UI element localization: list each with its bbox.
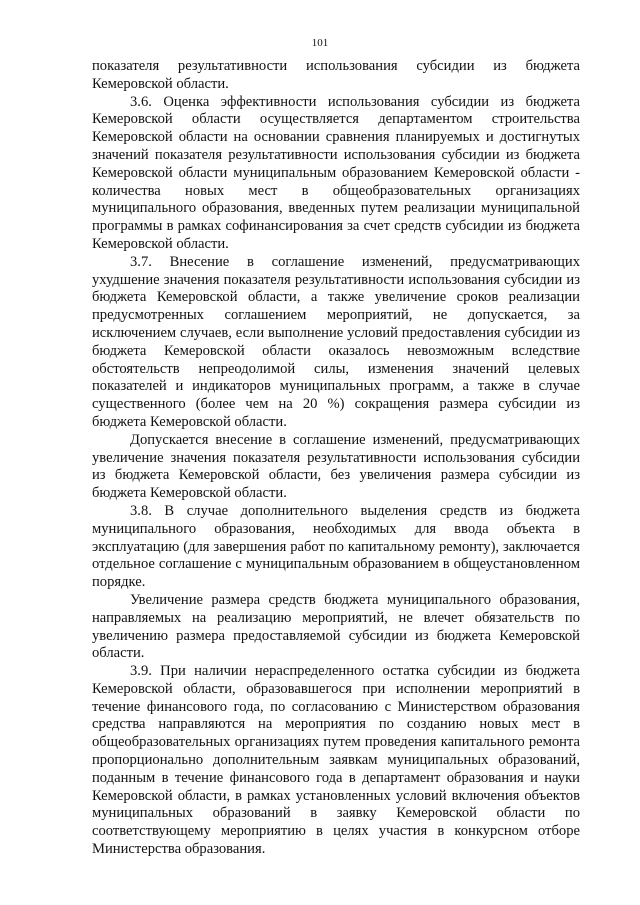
paragraph-3-9: 3.9. При наличии нераспределенного остатка субсидии из бюджета Кемеровской области, образовавшегося при исполнении мероприятий в течение финансового года, по согласованию с Министерством образования средства направляются на мероприятия по созданию новых мест в общеобразовательных организациях путем проведения капитального ремонта пропорционально дополнительным заявкам муниципальных образований, поданным в течение финансового года в департамент образования и науки Кемеровской области, в рамках установленных условий включения объектов муниципальных образований в заявку Кемеровской области по соответствующему мероприятию в целях участия в конкурсном отборе Министерства образования. <box>92 663 580 858</box>
paragraph-3-6: 3.6. Оценка эффективности использования субсидии из бюджета Кемеровской области осуществляется департаментом строительства Кемеровской области на основании сравнения планируемых и достигнутых значений показателя результативности использования субсидии из бюджета Кемеровской области муниципальным образованием Кемеровской области - количества новых мест в общеобразовательных организациях муниципального образования, введенных путем реализации муниципальной программы в рамках софинансирования за счет средств субсидии из бюджета Кемеровской области. <box>92 93 580 252</box>
paragraph-3-7-addendum: Допускается внесение в соглашение изменений, предусматривающих увеличение значения показателя результативности использования субсидии из бюджета Кемеровской области, без увеличения размера субсидии из бюджета Кемеровской области. <box>92 431 580 502</box>
document-body <box>92 58 580 859</box>
paragraph-3-7: 3.7. Внесение в соглашение изменений, предусматривающих ухудшение значения показателя результативности использования субсидии из бюджета Кемеровской области, а также увеличение сроков реализации предусмотренных соглашением мероприятий, не допускается, за исключением случаев, если выполнение условий предоставления субсидии из бюджета Кемеровской области оказалось невозможным вследствие обстоятельств непреодолимой силы, изменения значений целевых показателей и индикаторов муниципальных программ, а также в случае существенного (более чем на 20 %) сокращения размера субсидии из бюджета Кемеровской области. <box>92 253 580 430</box>
paragraph-3-8: 3.8. В случае дополнительного выделения средств из бюджета муниципального образования, необходимых для ввода объекта в эксплуатацию (для завершения работ по капитальному ремонту), заключается отдельное соглашение с муниципальным образованием в общеустановленном порядке. <box>92 502 580 591</box>
paragraph-3-8-addendum: Увеличение размера средств бюджета муниципального образования, направляемых на реализацию мероприятий, не влечет обязательств по увеличению размера предоставляемой субсидии из бюджета Кемеровской области. <box>92 591 580 662</box>
paragraph-continuation: показателя результативности использования субсидии из бюджета Кемеровской области. <box>92 58 580 92</box>
page-number: 101 <box>311 37 329 49</box>
